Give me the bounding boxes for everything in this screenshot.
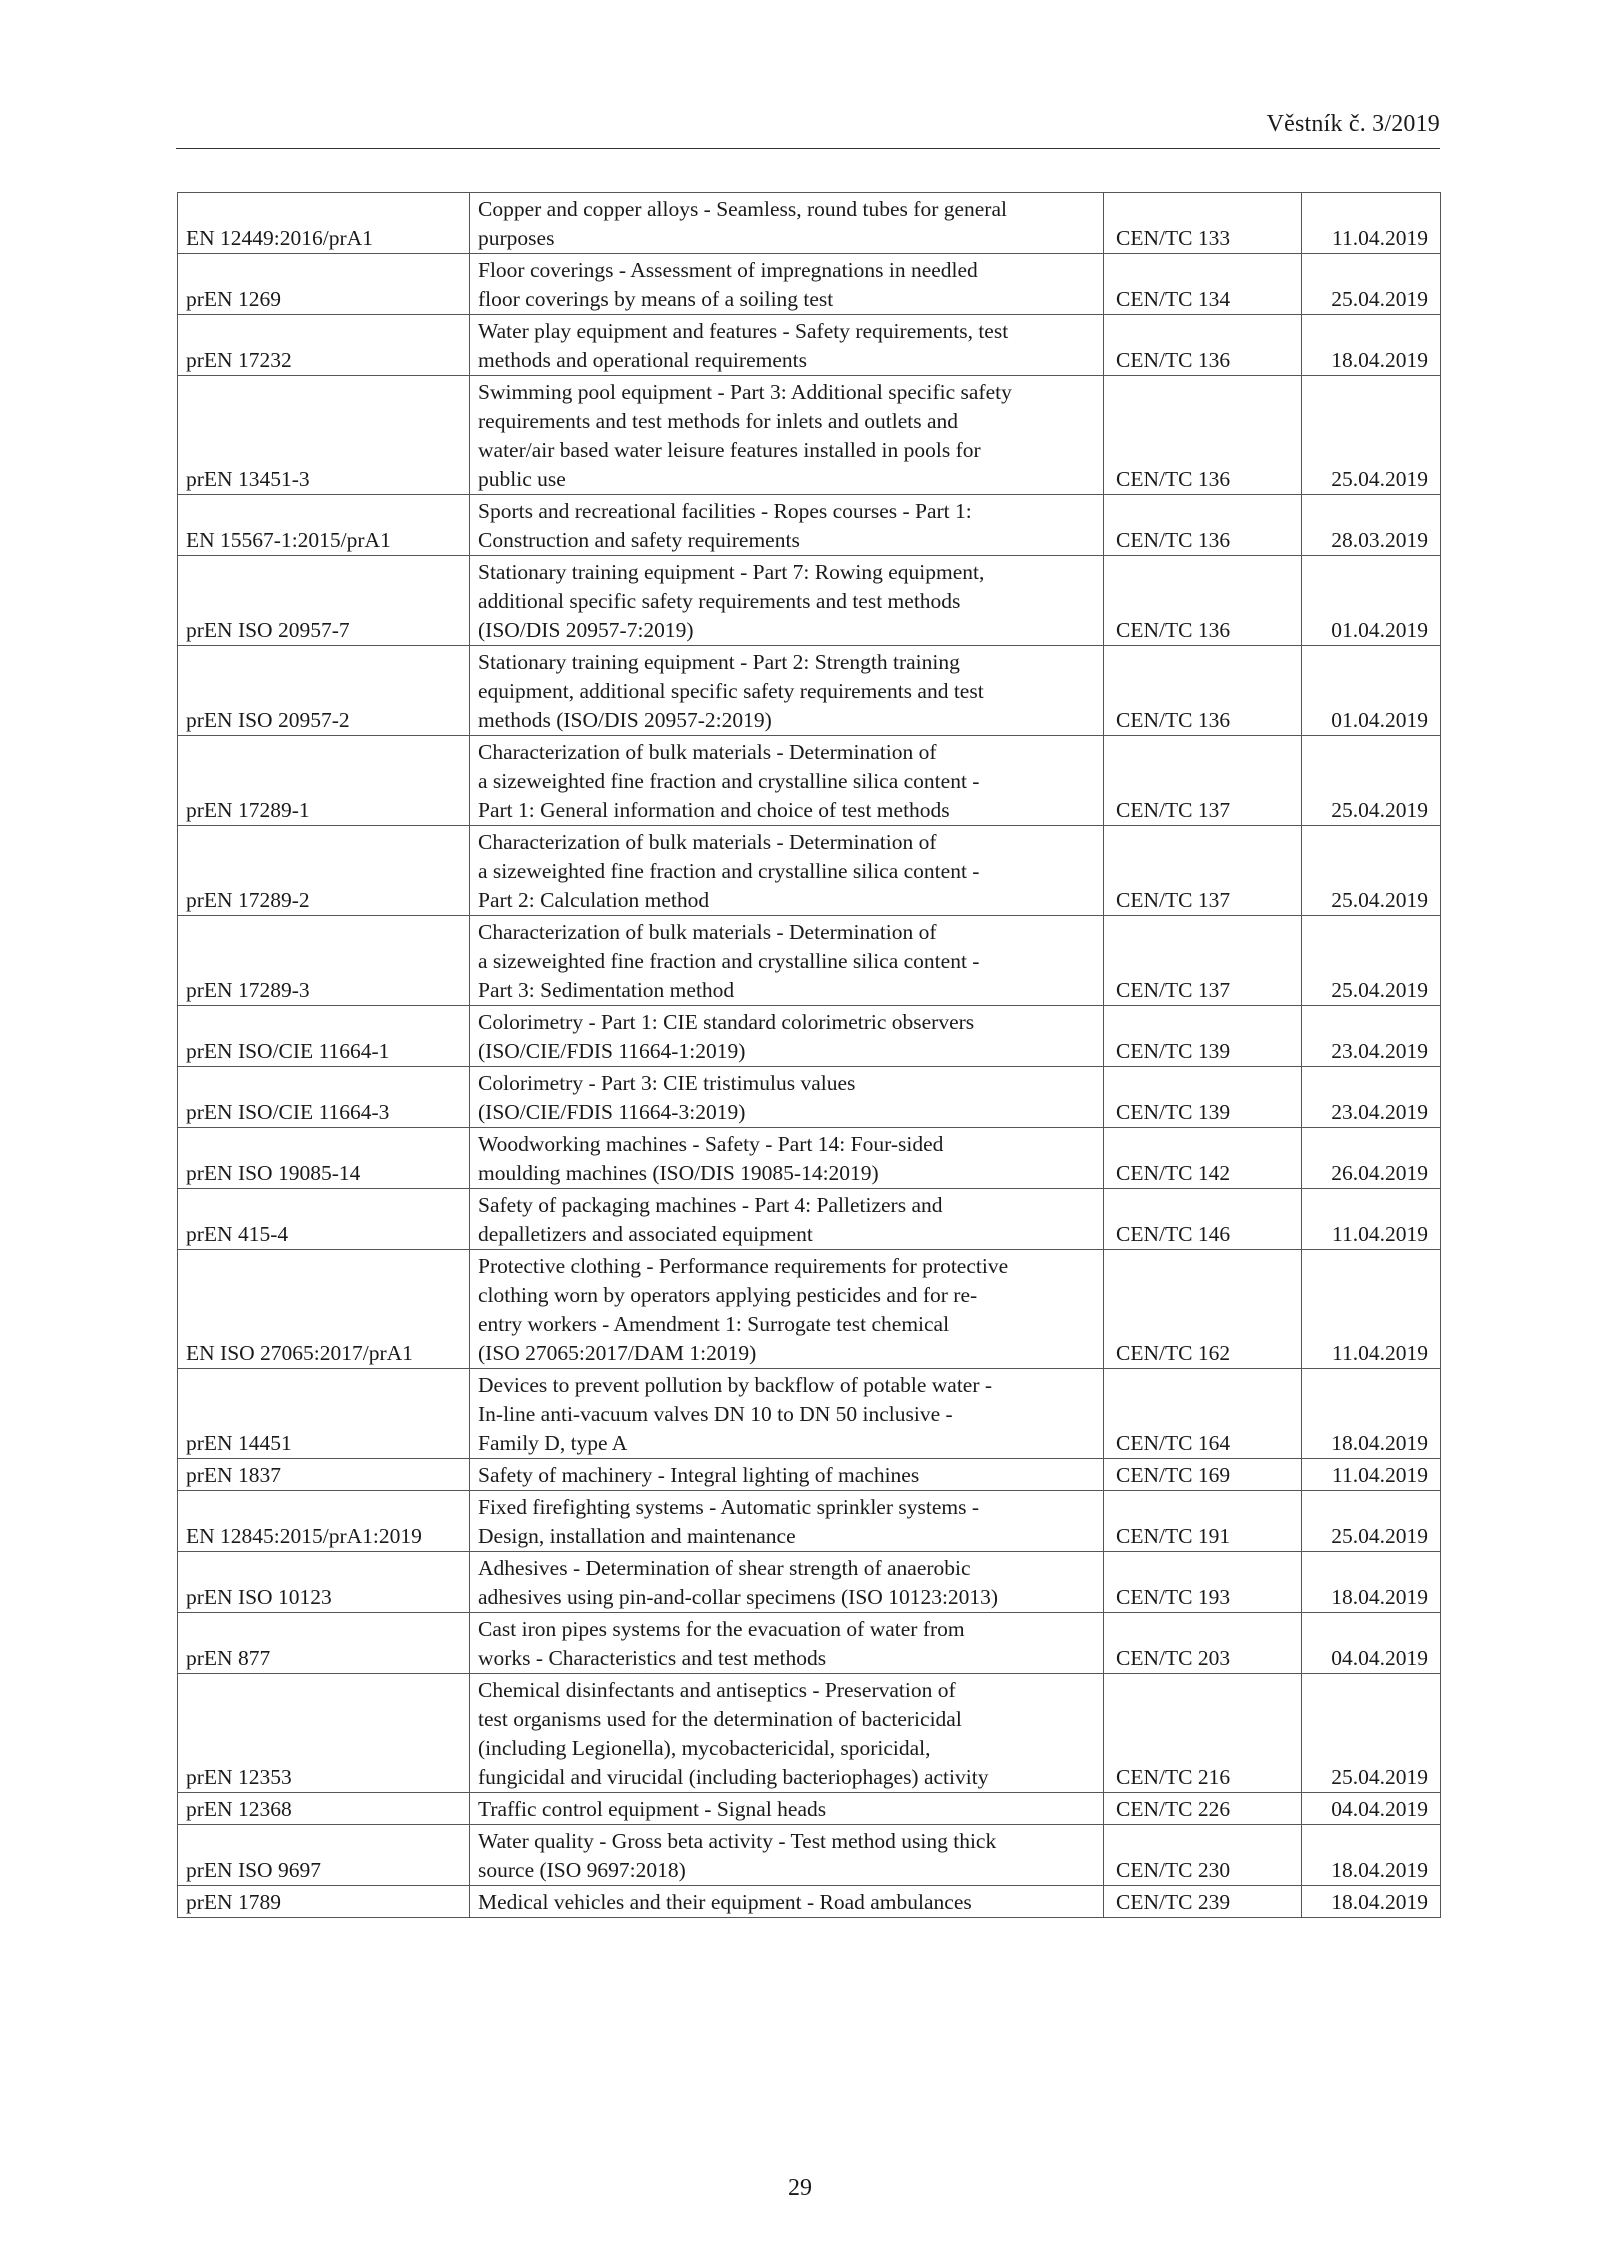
table-row [178, 1128, 1441, 1189]
technical-committee: CEN/TC 230 [1104, 1825, 1302, 1886]
standard-title: Fixed firefighting systems - Automatic sprinkler systems - Design, installation and maintenance [470, 1491, 1104, 1552]
deadline-date: 11.04.2019 [1302, 1250, 1441, 1369]
standard-title: Adhesives - Determination of shear strength of anaerobic adhesives using pin-and-collar specimens (ISO 10123:2013) [470, 1552, 1104, 1613]
deadline-date: 25.04.2019 [1302, 736, 1441, 826]
standards-table [177, 192, 1441, 1918]
deadline-date: 18.04.2019 [1302, 1825, 1441, 1886]
journal-title: Věstník č. 3/2019 [1266, 111, 1440, 137]
table-row [178, 315, 1441, 376]
deadline-date: 18.04.2019 [1302, 1552, 1441, 1613]
table-row [178, 1491, 1441, 1552]
standard-code: EN ISO 27065:2017/prA1 [178, 1250, 470, 1369]
deadline-date: 11.04.2019 [1302, 1189, 1441, 1250]
table-row [178, 1189, 1441, 1250]
standard-code: prEN 12368 [178, 1793, 470, 1825]
deadline-date: 28.03.2019 [1302, 495, 1441, 556]
technical-committee: CEN/TC 146 [1104, 1189, 1302, 1250]
deadline-date: 01.04.2019 [1302, 646, 1441, 736]
deadline-date: 04.04.2019 [1302, 1613, 1441, 1674]
standard-code: prEN 17289-1 [178, 736, 470, 826]
standard-title: Water quality - Gross beta activity - Test method using thick source (ISO 9697:2018) [470, 1825, 1104, 1886]
standard-title: Traffic control equipment - Signal heads [470, 1793, 1104, 1825]
technical-committee: CEN/TC 142 [1104, 1128, 1302, 1189]
deadline-date: 25.04.2019 [1302, 826, 1441, 916]
deadline-date: 18.04.2019 [1302, 1886, 1441, 1918]
standard-title: Water play equipment and features - Safety requirements, test methods and operational requirements [470, 315, 1104, 376]
table-row [178, 1006, 1441, 1067]
standard-code: prEN ISO 20957-7 [178, 556, 470, 646]
standard-title: Stationary training equipment - Part 7: Rowing equipment, additional specific safety requirements and test methods (ISO/DIS 20957-7:2019) [470, 556, 1104, 646]
standard-code: prEN 14451 [178, 1369, 470, 1459]
technical-committee: CEN/TC 136 [1104, 495, 1302, 556]
standard-code: EN 12449:2016/prA1 [178, 193, 470, 254]
table-row [178, 1613, 1441, 1674]
standard-title: Characterization of bulk materials - Determination of a sizeweighted fine fraction and crystalline silica content - Part 1: General information and choice of test methods [470, 736, 1104, 826]
standard-code: prEN 17289-2 [178, 826, 470, 916]
technical-committee: CEN/TC 137 [1104, 916, 1302, 1006]
technical-committee: CEN/TC 193 [1104, 1552, 1302, 1613]
page-header [176, 108, 1440, 149]
technical-committee: CEN/TC 137 [1104, 736, 1302, 826]
deadline-date: 18.04.2019 [1302, 1369, 1441, 1459]
standard-title: Safety of packaging machines - Part 4: Palletizers and depalletizers and associated equipment [470, 1189, 1104, 1250]
technical-committee: CEN/TC 164 [1104, 1369, 1302, 1459]
table-row [178, 1369, 1441, 1459]
standard-code: prEN 1269 [178, 254, 470, 315]
standard-title: Colorimetry - Part 3: CIE tristimulus values (ISO/CIE/FDIS 11664-3:2019) [470, 1067, 1104, 1128]
table-row [178, 736, 1441, 826]
standard-title: Devices to prevent pollution by backflow of potable water - In-line anti-vacuum valves DN 10 to DN 50 inclusive - Family D, type A [470, 1369, 1104, 1459]
table-row [178, 646, 1441, 736]
standard-title: Woodworking machines - Safety - Part 14: Four-sided moulding machines (ISO/DIS 19085-14:2019) [470, 1128, 1104, 1189]
table-row [178, 495, 1441, 556]
standard-code: prEN ISO/CIE 11664-1 [178, 1006, 470, 1067]
deadline-date: 25.04.2019 [1302, 1674, 1441, 1793]
deadline-date: 18.04.2019 [1302, 315, 1441, 376]
technical-committee: CEN/TC 203 [1104, 1613, 1302, 1674]
table-row [178, 1886, 1441, 1918]
technical-committee: CEN/TC 136 [1104, 315, 1302, 376]
deadline-date: 26.04.2019 [1302, 1128, 1441, 1189]
standard-title: Safety of machinery - Integral lighting of machines [470, 1459, 1104, 1491]
standard-title: Chemical disinfectants and antiseptics - Preservation of test organisms used for the determination of bactericidal (including Legionella), mycobactericidal, sporicidal, fungicidal and virucidal (including bacteriophages) activity [470, 1674, 1104, 1793]
deadline-date: 25.04.2019 [1302, 1491, 1441, 1552]
table-row [178, 1825, 1441, 1886]
standard-code: prEN ISO 9697 [178, 1825, 470, 1886]
deadline-date: 04.04.2019 [1302, 1793, 1441, 1825]
standard-title: Medical vehicles and their equipment - Road ambulances [470, 1886, 1104, 1918]
table-row [178, 1674, 1441, 1793]
technical-committee: CEN/TC 136 [1104, 646, 1302, 736]
standard-title: Characterization of bulk materials - Determination of a sizeweighted fine fraction and crystalline silica content - Part 3: Sedimentation method [470, 916, 1104, 1006]
table-row [178, 1793, 1441, 1825]
technical-committee: CEN/TC 133 [1104, 193, 1302, 254]
table-row [178, 376, 1441, 495]
table-row [178, 1459, 1441, 1491]
technical-committee: CEN/TC 137 [1104, 826, 1302, 916]
technical-committee: CEN/TC 239 [1104, 1886, 1302, 1918]
deadline-date: 01.04.2019 [1302, 556, 1441, 646]
standard-code: prEN 13451-3 [178, 376, 470, 495]
deadline-date: 23.04.2019 [1302, 1067, 1441, 1128]
standard-title: Cast iron pipes systems for the evacuation of water from works - Characteristics and test methods [470, 1613, 1104, 1674]
technical-committee: CEN/TC 139 [1104, 1067, 1302, 1128]
technical-committee: CEN/TC 136 [1104, 376, 1302, 495]
standard-code: EN 15567-1:2015/prA1 [178, 495, 470, 556]
technical-committee: CEN/TC 191 [1104, 1491, 1302, 1552]
deadline-date: 11.04.2019 [1302, 193, 1441, 254]
technical-committee: CEN/TC 169 [1104, 1459, 1302, 1491]
standard-title: Colorimetry - Part 1: CIE standard colorimetric observers (ISO/CIE/FDIS 11664-1:2019) [470, 1006, 1104, 1067]
table-row [178, 556, 1441, 646]
page-number: 29 [788, 2175, 812, 2201]
deadline-date: 23.04.2019 [1302, 1006, 1441, 1067]
standard-title: Floor coverings - Assessment of impregnations in needled floor coverings by means of a soiling test [470, 254, 1104, 315]
technical-committee: CEN/TC 136 [1104, 556, 1302, 646]
technical-committee: CEN/TC 226 [1104, 1793, 1302, 1825]
table-row [178, 193, 1441, 254]
table-row [178, 1250, 1441, 1369]
standard-code: prEN 415-4 [178, 1189, 470, 1250]
deadline-date: 11.04.2019 [1302, 1459, 1441, 1491]
standard-title: Sports and recreational facilities - Ropes courses - Part 1: Construction and safety requirements [470, 495, 1104, 556]
technical-committee: CEN/TC 162 [1104, 1250, 1302, 1369]
standard-code: prEN ISO 19085-14 [178, 1128, 470, 1189]
standard-title: Protective clothing - Performance requirements for protective clothing worn by operators applying pesticides and for re- entry workers - Amendment 1: Surrogate test chemical (ISO 27065:2017/DAM 1:2019) [470, 1250, 1104, 1369]
standard-title: Characterization of bulk materials - Determination of a sizeweighted fine fraction and crystalline silica content - Part 2: Calculation method [470, 826, 1104, 916]
standard-title: Stationary training equipment - Part 2: Strength training equipment, additional specific safety requirements and test methods (ISO/DIS 20957-2:2019) [470, 646, 1104, 736]
standard-code: prEN 877 [178, 1613, 470, 1674]
standard-code: EN 12845:2015/prA1:2019 [178, 1491, 470, 1552]
table-row [178, 826, 1441, 916]
table-row [178, 1552, 1441, 1613]
deadline-date: 25.04.2019 [1302, 254, 1441, 315]
standard-code: prEN ISO/CIE 11664-3 [178, 1067, 470, 1128]
standard-code: prEN ISO 20957-2 [178, 646, 470, 736]
standard-code: prEN 1837 [178, 1459, 470, 1491]
standard-code: prEN ISO 10123 [178, 1552, 470, 1613]
technical-committee: CEN/TC 139 [1104, 1006, 1302, 1067]
standard-code: prEN 17289-3 [178, 916, 470, 1006]
table-row [178, 1067, 1441, 1128]
technical-committee: CEN/TC 216 [1104, 1674, 1302, 1793]
standards-table-body [178, 193, 1441, 1918]
deadline-date: 25.04.2019 [1302, 376, 1441, 495]
table-row [178, 916, 1441, 1006]
standard-title: Swimming pool equipment - Part 3: Additional specific safety requirements and test methods for inlets and outlets and water/air based water leisure features installed in pools for public use [470, 376, 1104, 495]
standard-title: Copper and copper alloys - Seamless, round tubes for general purposes [470, 193, 1104, 254]
deadline-date: 25.04.2019 [1302, 916, 1441, 1006]
standard-code: prEN 1789 [178, 1886, 470, 1918]
technical-committee: CEN/TC 134 [1104, 254, 1302, 315]
standard-code: prEN 12353 [178, 1674, 470, 1793]
standard-code: prEN 17232 [178, 315, 470, 376]
table-row [178, 254, 1441, 315]
